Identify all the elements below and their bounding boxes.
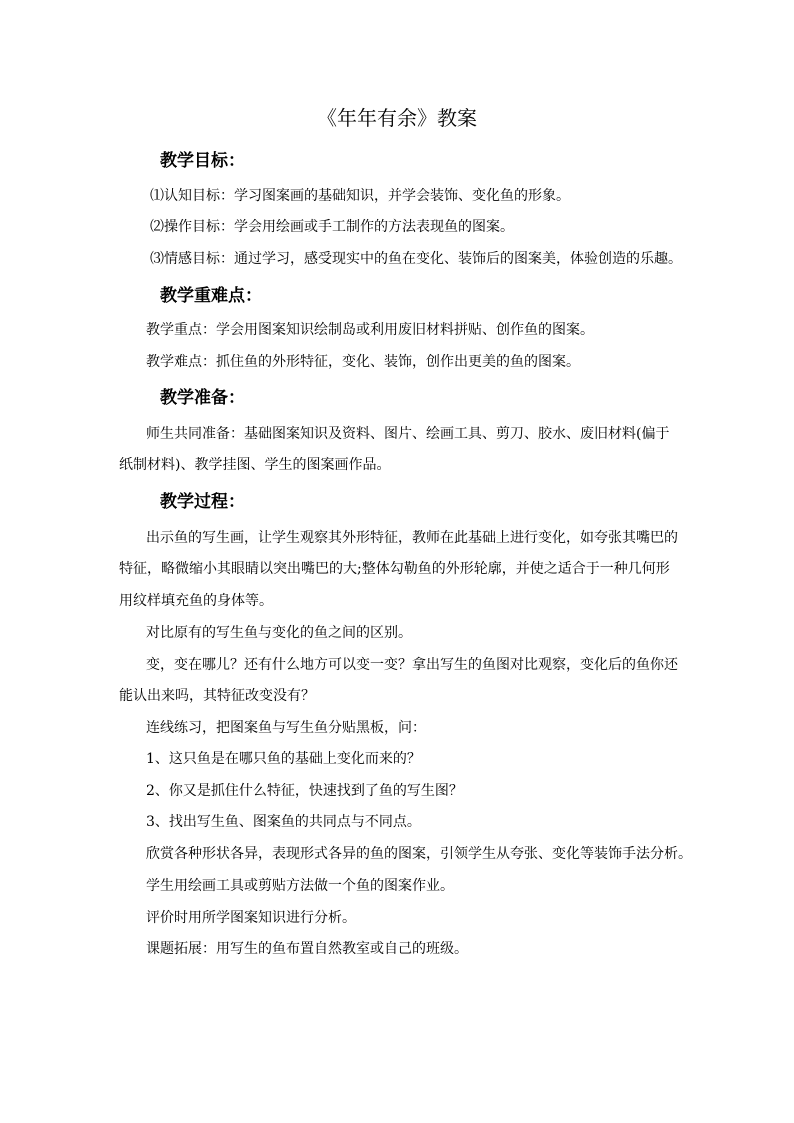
goal-item-3: ⑶情感目标：通过学习，感受现实中的鱼在变化、装饰后的图案美，体验创造的乐趣。 <box>150 251 682 267</box>
process-p2: 对比原有的写生鱼与变化的鱼之间的区别。 <box>146 625 412 641</box>
goal-item-1: ⑴认知目标：学习图案画的基础知识，并学会装饰、变化鱼的形象。 <box>150 188 570 204</box>
process-p3-line-2: 能认出来吗，其特征改变没有？ <box>119 688 315 704</box>
process-p8: 课题拓展：用写生的鱼布置自然教室或自己的班级。 <box>146 941 468 957</box>
process-question-1: 1、这只鱼是在哪只鱼的基础上变化而来的？ <box>146 751 421 767</box>
process-p1-line-2: 特征，略微缩小其眼睛以突出嘴巴的大;整体勾勒鱼的外形轮廓，并使之适合于一种几何形 <box>119 561 670 577</box>
heading-goals: 教学目标： <box>160 151 245 171</box>
prep-line-1: 师生共同准备：基础图案知识及资料、图片、绘画工具、剪刀、胶水、废旧材料(偏于 <box>146 426 670 442</box>
process-question-2: 2、你又是抓住什么特征，快速找到了鱼的写生图？ <box>146 783 463 799</box>
keypoint-item-1: 教学重点：学会用图案知识绘制岛或利用废旧材料拼贴、创作鱼的图案。 <box>146 322 594 338</box>
process-p4: 连线练习，把图案鱼与写生鱼分贴黑板，问： <box>146 720 426 736</box>
prep-line-2: 纸制材料)、教学挂图、学生的图案画作品。 <box>119 457 391 473</box>
process-p3-line-1: 变，变在哪儿？还有什么地方可以变一变？拿出写生的鱼图对比观察，变化后的鱼你还 <box>146 657 678 673</box>
document-title: 《年年有余》教案 <box>317 106 477 130</box>
process-p7: 评价时用所学图案知识进行分析。 <box>146 910 356 926</box>
process-p1-line-3: 用纹样填充鱼的身体等。 <box>119 593 273 609</box>
heading-keypoints: 教学重难点： <box>160 286 262 306</box>
process-p5: 欣赏各种形状各异，表现形式各异的鱼的图案，引领学生从夸张、变化等装饰手法分析。 <box>146 846 692 862</box>
process-question-3: 3、找出写生鱼、图案鱼的共同点与不同点。 <box>146 814 421 830</box>
process-p1-line-1: 出示鱼的写生画，让学生观察其外形特征，教师在此基础上进行变化，如夸张其嘴巴的 <box>146 530 678 546</box>
heading-prep: 教学准备： <box>160 388 245 408</box>
process-p6: 学生用绘画工具或剪贴方法做一个鱼的图案作业。 <box>146 878 454 894</box>
keypoint-item-2: 教学难点：抓住鱼的外形特征，变化、装饰，创作出更美的鱼的图案。 <box>146 354 580 370</box>
goal-item-2: ⑵操作目标：学会用绘画或手工制作的方法表现鱼的图案。 <box>150 219 514 235</box>
heading-process: 教学过程： <box>160 492 245 512</box>
